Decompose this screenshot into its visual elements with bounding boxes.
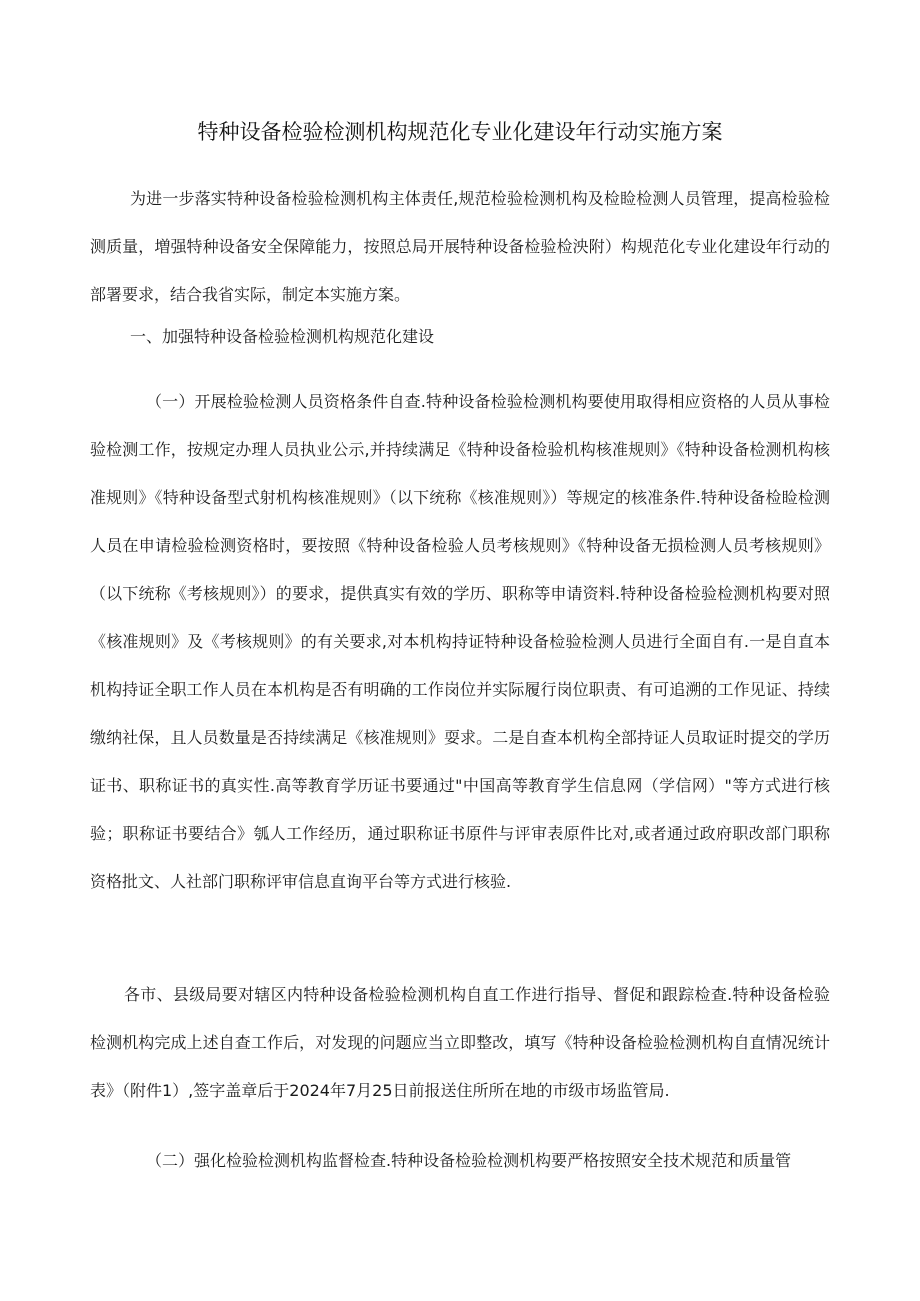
document-title: 特种设备检验检测机构规范化专业化建设年行动实施方案 [197,120,723,144]
supervision-paragraph: 各市、县级局要对辖区内特种设备检验检测机构自直工作进行指导、督促和跟踪检查.特种设备检验检测机构完成上述自查工作后，对发现的问题应当立即整改，填写《特种设备检验检测机构自直情况统计表》（附件1）,签字盖章后于2024年7月25日前报送住所所在地的市级市场监管局. [90,985,830,1100]
item-2-paragraph: （二）强化检验检测机构监督检查.特种设备检验检测机构要严格按照安全技术规范和质量管 [146,1151,792,1170]
section-heading-1: 一、加强特种设备检验检测机构规范化建设 [130,327,435,346]
intro-paragraph: 为进一步落实特种设备检验检测机构主体责任,规范检验检测机构及检睑检测人员管理，提高检验检测质量，増强特种设备安全保障能力，按照总局开展特种设备检验检泱附）构规范化专业化建设年行动的部署要求，结合我省实际，制定本实施方案。 [90,189,830,304]
item-1-paragraph: （一）开展检验检测人员资格条件自查.特种设备检验检测机构要使用取得相应资格的人员从事检验检测工作，按规定办理人员执业公示,并持续满足《特种设备检验机构核准规则》《特种设备检测机构核准规则》《特种设备型式射机构核准规则》（以下统称《核准规则》）等规定的核准条件.特种设备检睑检测人员在申请检验检测资格时，要按照《特种设备检验人员考核规则》《特种设备无损检测人员考核规则》（以下统称《考核规则》）的要求，提供真实有效的学历、职称等申请资料.特种设备检验检测机构要对照《核准规则》及《考核规则》的有关要求,对本机构持证特种设备检验检测人员进行全面自有.一是自直本机构持证全职工作人员在本机构是否有明确的工作岗位并实际履行岗位职责、有可追溯的工作见证、持续缴纳社保，且人员数量是否持续满足《核准规则》耍求。二是自查本机构全部持证人员取证时提交的学历证书、职称证书的真实性.高等教育学历证书要通过"中国高等教育学生信息网（学信网）"等方式进行核验；职称证书要结合》瓠人工作经历，通过职称证书原件与评审表原件比对,或者通过政府职改部门职称资格批文、人社部门职称评审信息直询平台等方式进行核验. [90,392,830,891]
